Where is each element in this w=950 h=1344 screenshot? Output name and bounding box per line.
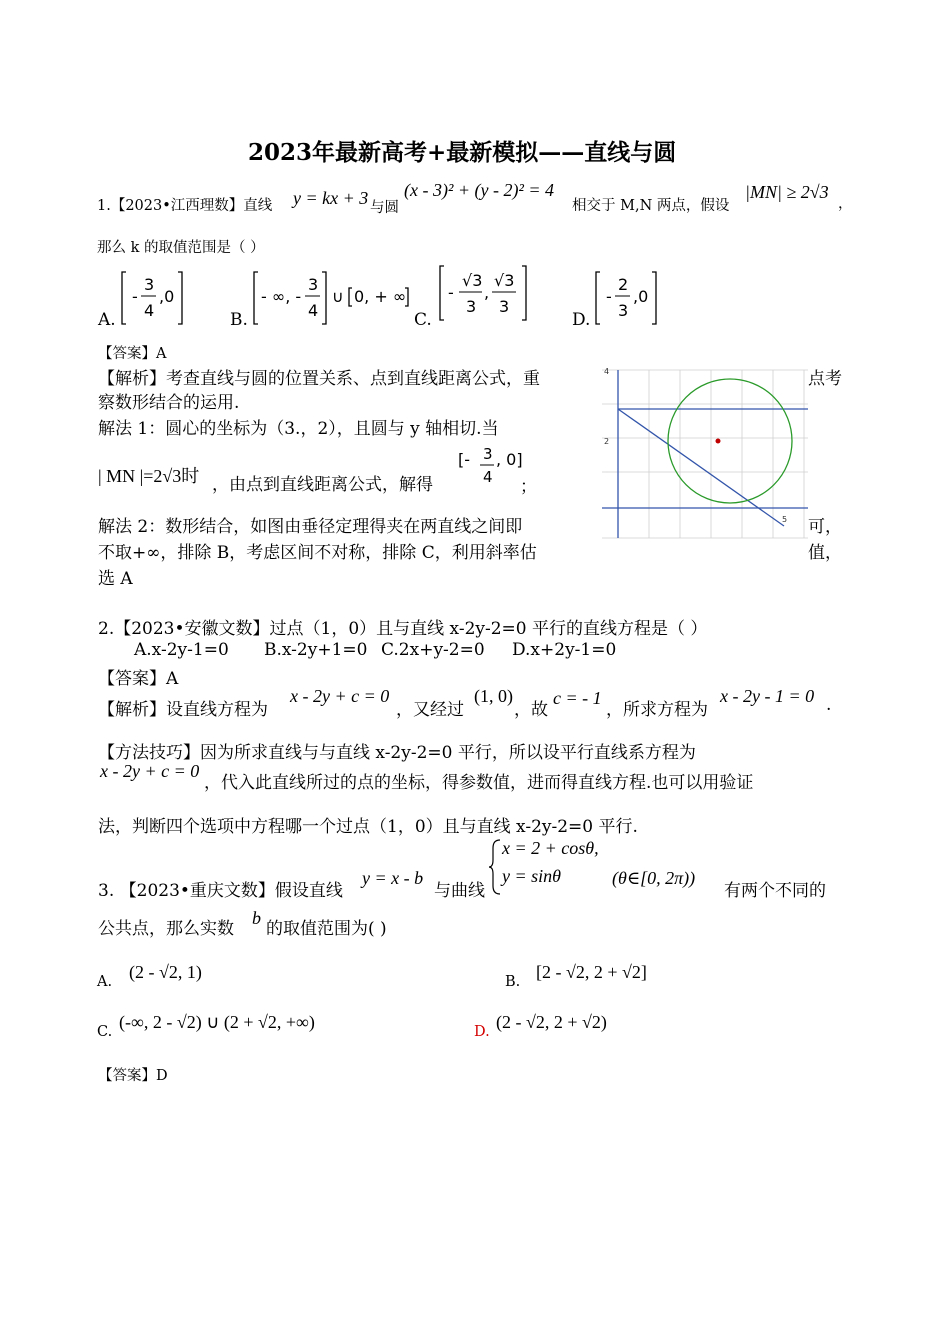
q1-method1-line1: 解法 1：圆心的坐标为（3.，2），且圆与 y 轴相切.当	[98, 419, 499, 439]
q1-intersect-text: 相交于 M,N 两点，假设	[572, 198, 730, 214]
svg-text:0, + ∞: 0, + ∞	[354, 287, 407, 306]
svg-text:2: 2	[618, 275, 629, 294]
q1-option-d-label: D.	[572, 310, 591, 330]
svg-text:3: 3	[483, 448, 493, 463]
q3-option-d-label: D.	[474, 1024, 490, 1040]
q1-condition: |MN| ≥ 2√3	[745, 182, 829, 202]
q2-option-a: A.x-2y-1=0	[134, 640, 229, 660]
graph-y-tick-4: 4	[604, 367, 610, 376]
q2-answer: 【答案】A	[98, 669, 179, 689]
q1-analysis-line1-tail: 点考	[808, 369, 842, 389]
q3-theta-range: (θ∈[0, 2π))	[612, 868, 696, 888]
svg-text:[-: [-	[458, 450, 471, 469]
q1-method2-line2: 不取+∞，排除 B，考虑区间不对称，排除 C，利用斜率估	[98, 543, 537, 563]
svg-text:4: 4	[308, 301, 319, 320]
page-title: 2023年最新高考+最新模拟——直线与圆	[248, 139, 677, 166]
q1-graph	[598, 362, 818, 542]
q1-answer: 【答案】A	[98, 346, 167, 362]
svg-text:4: 4	[144, 301, 155, 320]
q2-option-c: C.2x+y-2=0	[381, 640, 485, 660]
q2-option-d: D.x+2y-1=0	[512, 640, 617, 660]
q1-circle-equation: (x - 3)² + (y - 2)² = 4	[404, 180, 555, 200]
q3-tail: 有两个不同的	[724, 881, 826, 901]
svg-text:- ∞, -: - ∞, -	[261, 287, 302, 306]
q3-option-a-expr: (2 - √2, 1)	[129, 962, 202, 982]
q3-line2-b: b	[252, 908, 261, 928]
q1-method2-line1: 解法 2：数形结合，如图由垂径定理得夹在两直线之间即	[98, 517, 523, 537]
q1-option-d-expr	[594, 268, 684, 330]
q3-option-c-label: C.	[97, 1024, 113, 1040]
q2-analysis-b: ，又经过	[396, 700, 464, 720]
q1-analysis-line1: 【解析】考查直线与圆的位置关系、点到直线距离公式，重	[98, 369, 540, 389]
svg-text:,: ,	[484, 283, 490, 302]
graph-circle-center	[716, 439, 721, 444]
q1-line-equation: y = kx + 3	[293, 188, 369, 208]
svg-text:3: 3	[308, 275, 319, 294]
q1-option-a-label: A.	[98, 310, 116, 330]
q1-method2-line3: 选 A	[98, 569, 133, 589]
q2-analysis-point: (1, 0)	[474, 686, 513, 706]
svg-text:-: -	[448, 283, 454, 302]
svg-text:,0: ,0	[633, 287, 649, 306]
svg-text:∪: ∪	[332, 287, 344, 306]
svg-text:-: -	[132, 287, 138, 306]
q2-option-b: B.x-2y+1=0	[264, 640, 368, 660]
q1-analysis-line2: 察数形结合的运用.	[98, 393, 240, 413]
graph-grid	[602, 370, 808, 538]
q3-line2-a: 公共点，那么实数	[98, 919, 234, 939]
q2-stem: 2.【2023•安徽文数】过点（1，0）且与直线 x-2y-2=0 平行的直线方程是（ ）	[98, 619, 708, 639]
q2-analysis-e: .	[826, 695, 832, 715]
q3-system-eq2: y = sinθ	[502, 866, 561, 886]
q3-option-b-label: B.	[505, 974, 521, 990]
q2-analysis-eq2: c = - 1	[553, 688, 602, 708]
svg-text:4: 4	[483, 468, 493, 486]
q2-analysis-eq1: x - 2y + c = 0	[290, 686, 390, 706]
graph-x-tick-5: 5	[782, 515, 788, 524]
q3-option-a-label: A.	[97, 974, 113, 990]
svg-text:√3: √3	[462, 271, 483, 290]
q1-option-c-expr	[436, 262, 556, 324]
svg-text:-: -	[606, 287, 612, 306]
svg-text:, 0]: , 0]	[496, 450, 523, 469]
q2-analysis-d: ，所求方程为	[606, 700, 708, 720]
q2-tip-line2: ，代入此直线所过的点的坐标，得参数值，进而得直线方程.也可以用验证	[204, 773, 754, 793]
graph-circle	[668, 379, 792, 503]
svg-text:3: 3	[466, 297, 477, 316]
svg-text:3: 3	[499, 297, 510, 316]
q1-method1-result	[456, 448, 526, 496]
q3-label: 3. 【2023•重庆文数】假设直线	[98, 881, 343, 901]
svg-text:3: 3	[144, 275, 155, 294]
q1-option-c-label: C.	[414, 310, 432, 330]
q1-label: 1.【2023•江西理数】直线	[97, 198, 273, 214]
q3-with-curve: 与曲线	[434, 881, 485, 901]
q3-line2-c: 的取值范围为( )	[266, 919, 387, 939]
q1-method1-mn: | MN |=2√3时	[98, 466, 200, 486]
graph-y-tick-2: 2	[604, 437, 610, 446]
svg-text:3: 3	[618, 301, 629, 320]
q2-analysis-eq3: x - 2y - 1 = 0	[720, 686, 815, 706]
q2-tip-line1: 【方法技巧】因为所求直线与与直线 x-2y-2=0 平行，所以设平行直线系方程为	[98, 743, 696, 763]
q1-method2-line2-tail: 值，	[808, 543, 842, 563]
q1-comma: ，	[838, 196, 853, 212]
q1-method1-end: ；	[520, 477, 537, 497]
q1-option-b-label: B.	[230, 310, 248, 330]
q2-analysis-a: 【解析】设直线方程为	[98, 700, 268, 720]
q3-option-c-expr: (-∞, 2 - √2) ∪ (2 + √2, +∞)	[119, 1012, 315, 1032]
q3-answer: 【答案】D	[98, 1068, 168, 1084]
q2-tip-eq: x - 2y + c = 0	[100, 761, 200, 781]
svg-text:,0: ,0	[159, 287, 175, 306]
q1-method1-mid: ，由点到直线距离公式，解得	[212, 475, 433, 495]
q3-option-b-expr: [2 - √2, 2 + √2]	[536, 962, 647, 982]
q3-line-equation: y = x - b	[362, 868, 424, 888]
q1-question: 那么 k 的取值范围是（ ）	[97, 240, 265, 256]
q2-analysis-c: ，故	[514, 700, 548, 720]
q1-option-a-expr	[120, 268, 210, 330]
svg-text:√3: √3	[494, 271, 515, 290]
q3-system-brace	[488, 838, 502, 896]
q1-with-circle: 与圆	[370, 200, 399, 216]
q1-method2-line1-tail: 可，	[808, 517, 842, 537]
q3-system-eq1: x = 2 + cosθ,	[502, 838, 599, 858]
q3-option-d-expr: (2 - √2, 2 + √2)	[496, 1012, 607, 1032]
q2-tip-line3: 法，判断四个选项中方程哪一个过点（1，0）且与直线 x-2y-2=0 平行.	[98, 817, 638, 837]
